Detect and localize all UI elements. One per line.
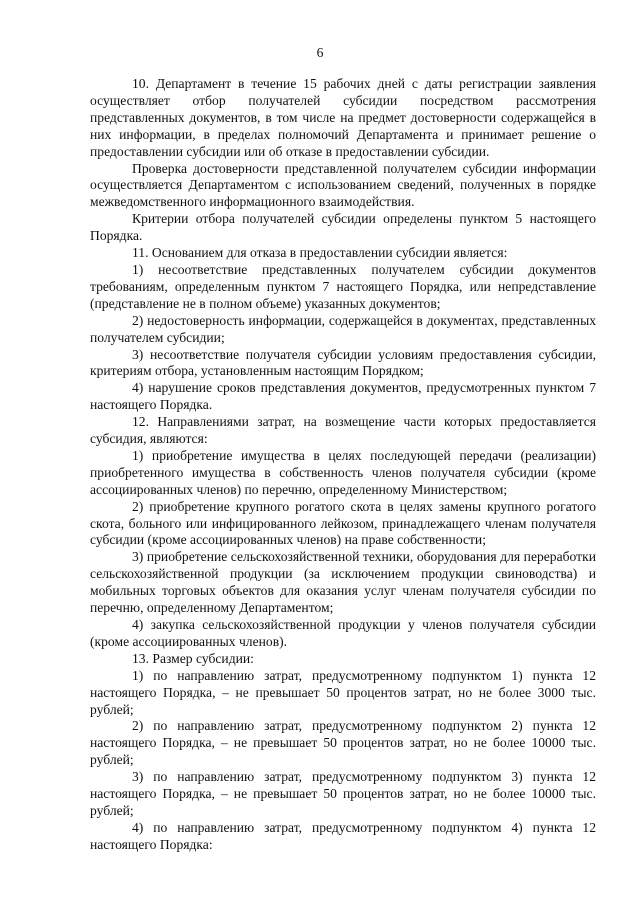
paragraph-criteria: Критерии отбора получателей субсидии определены пунктом 5 настоящего Порядка. bbox=[90, 211, 596, 244]
list-item-11-4: 4) нарушение сроков представления документов, предусмотренных пунктом 7 настоящего Порядка. bbox=[90, 380, 596, 413]
paragraph-13: 13. Размер субсидии: bbox=[132, 650, 254, 666]
list-item-12-2: 2) приобретение крупного рогатого скота в целях замены крупного рогатого скота, больного или инфицированного лейкозом, принадлежащего членам получателя субсидии (кроме ассоциированных членов) на праве собственности; bbox=[90, 498, 596, 548]
paragraph-11: 11. Основанием для отказа в предоставлении субсидии является: bbox=[132, 245, 508, 261]
document-body bbox=[90, 76, 596, 854]
paragraph-verification: Проверка достоверности представленной получателем субсидии информации осуществляется Департаментом с использованием сведений, полученных в порядке межведомственного информационного взаимодействия. bbox=[90, 160, 596, 210]
list-item-11-1: 1) несоответствие представленных получателем субсидии документов требованиям, определенным пунктом 7 настоящего Порядка, или непредставление (представление не в полном объеме) указанных документов; bbox=[90, 261, 596, 311]
list-item-11-3: 3) несоответствие получателя субсидии условиям предоставления субсидии, критериям отбора, установленным настоящим Порядком; bbox=[90, 346, 596, 379]
paragraph-12: 12. Направлениями затрат, на возмещение части которых предоставляется субсидия, являются: bbox=[90, 414, 596, 447]
list-item-11-2: 2) недостоверность информации, содержащейся в документах, представленных получателем субсидии; bbox=[90, 312, 596, 345]
list-item-13-2: 2) по направлению затрат, предусмотренному подпунктом 2) пункта 12 настоящего Порядка, – не превышает 50 процентов затрат, но не более 10000 тыс. рублей; bbox=[90, 718, 596, 768]
list-item-13-4: 4) по направлению затрат, предусмотренному подпунктом 4) пункта 12 настоящего Порядка: bbox=[90, 819, 596, 852]
list-item-12-4: 4) закупка сельскохозяйственной продукции у членов получателя субсидии (кроме ассоциированных членов). bbox=[90, 617, 596, 649]
paragraph-10: 10. Департамент в течение 15 рабочих дней с даты регистрации заявления осуществляет отбор получателей субсидии посредством рассмотрения представленных документов, в том числе на предмет достоверности содержащейся в них информации, в пределах полномочий Департамента и принимает решение о предоставлении субсидии или об отказе в предоставлении субсидии. bbox=[90, 76, 596, 159]
list-item-13-3: 3) по направлению затрат, предусмотренному подпунктом 3) пункта 12 настоящего Порядка, – не превышает 50 процентов затрат, но не более 10000 тыс. рублей; bbox=[90, 769, 596, 818]
list-item-13-1: 1) по направлению затрат, предусмотренному подпунктом 1) пункта 12 настоящего Порядка, – не превышает 50 процентов затрат, но не более 3000 тыс. рублей; bbox=[90, 667, 596, 717]
page-number: 6 bbox=[316, 45, 324, 60]
list-item-12-3: 3) приобретение сельскохозяйственной техники, оборудования для переработки сельскохозяйственной продукции (за исключением продукции свиноводства) и мобильных торговых объектов для оказания услуг членам получателя субсидии по перечню, определенному Департаментом; bbox=[90, 549, 596, 616]
list-item-12-1: 1) приобретение имущества в целях последующей передачи (реализации) приобретенного имущества в собственность членов получателя субсидии (кроме ассоциированных членов) по перечню, определенному Министерством; bbox=[90, 447, 596, 497]
